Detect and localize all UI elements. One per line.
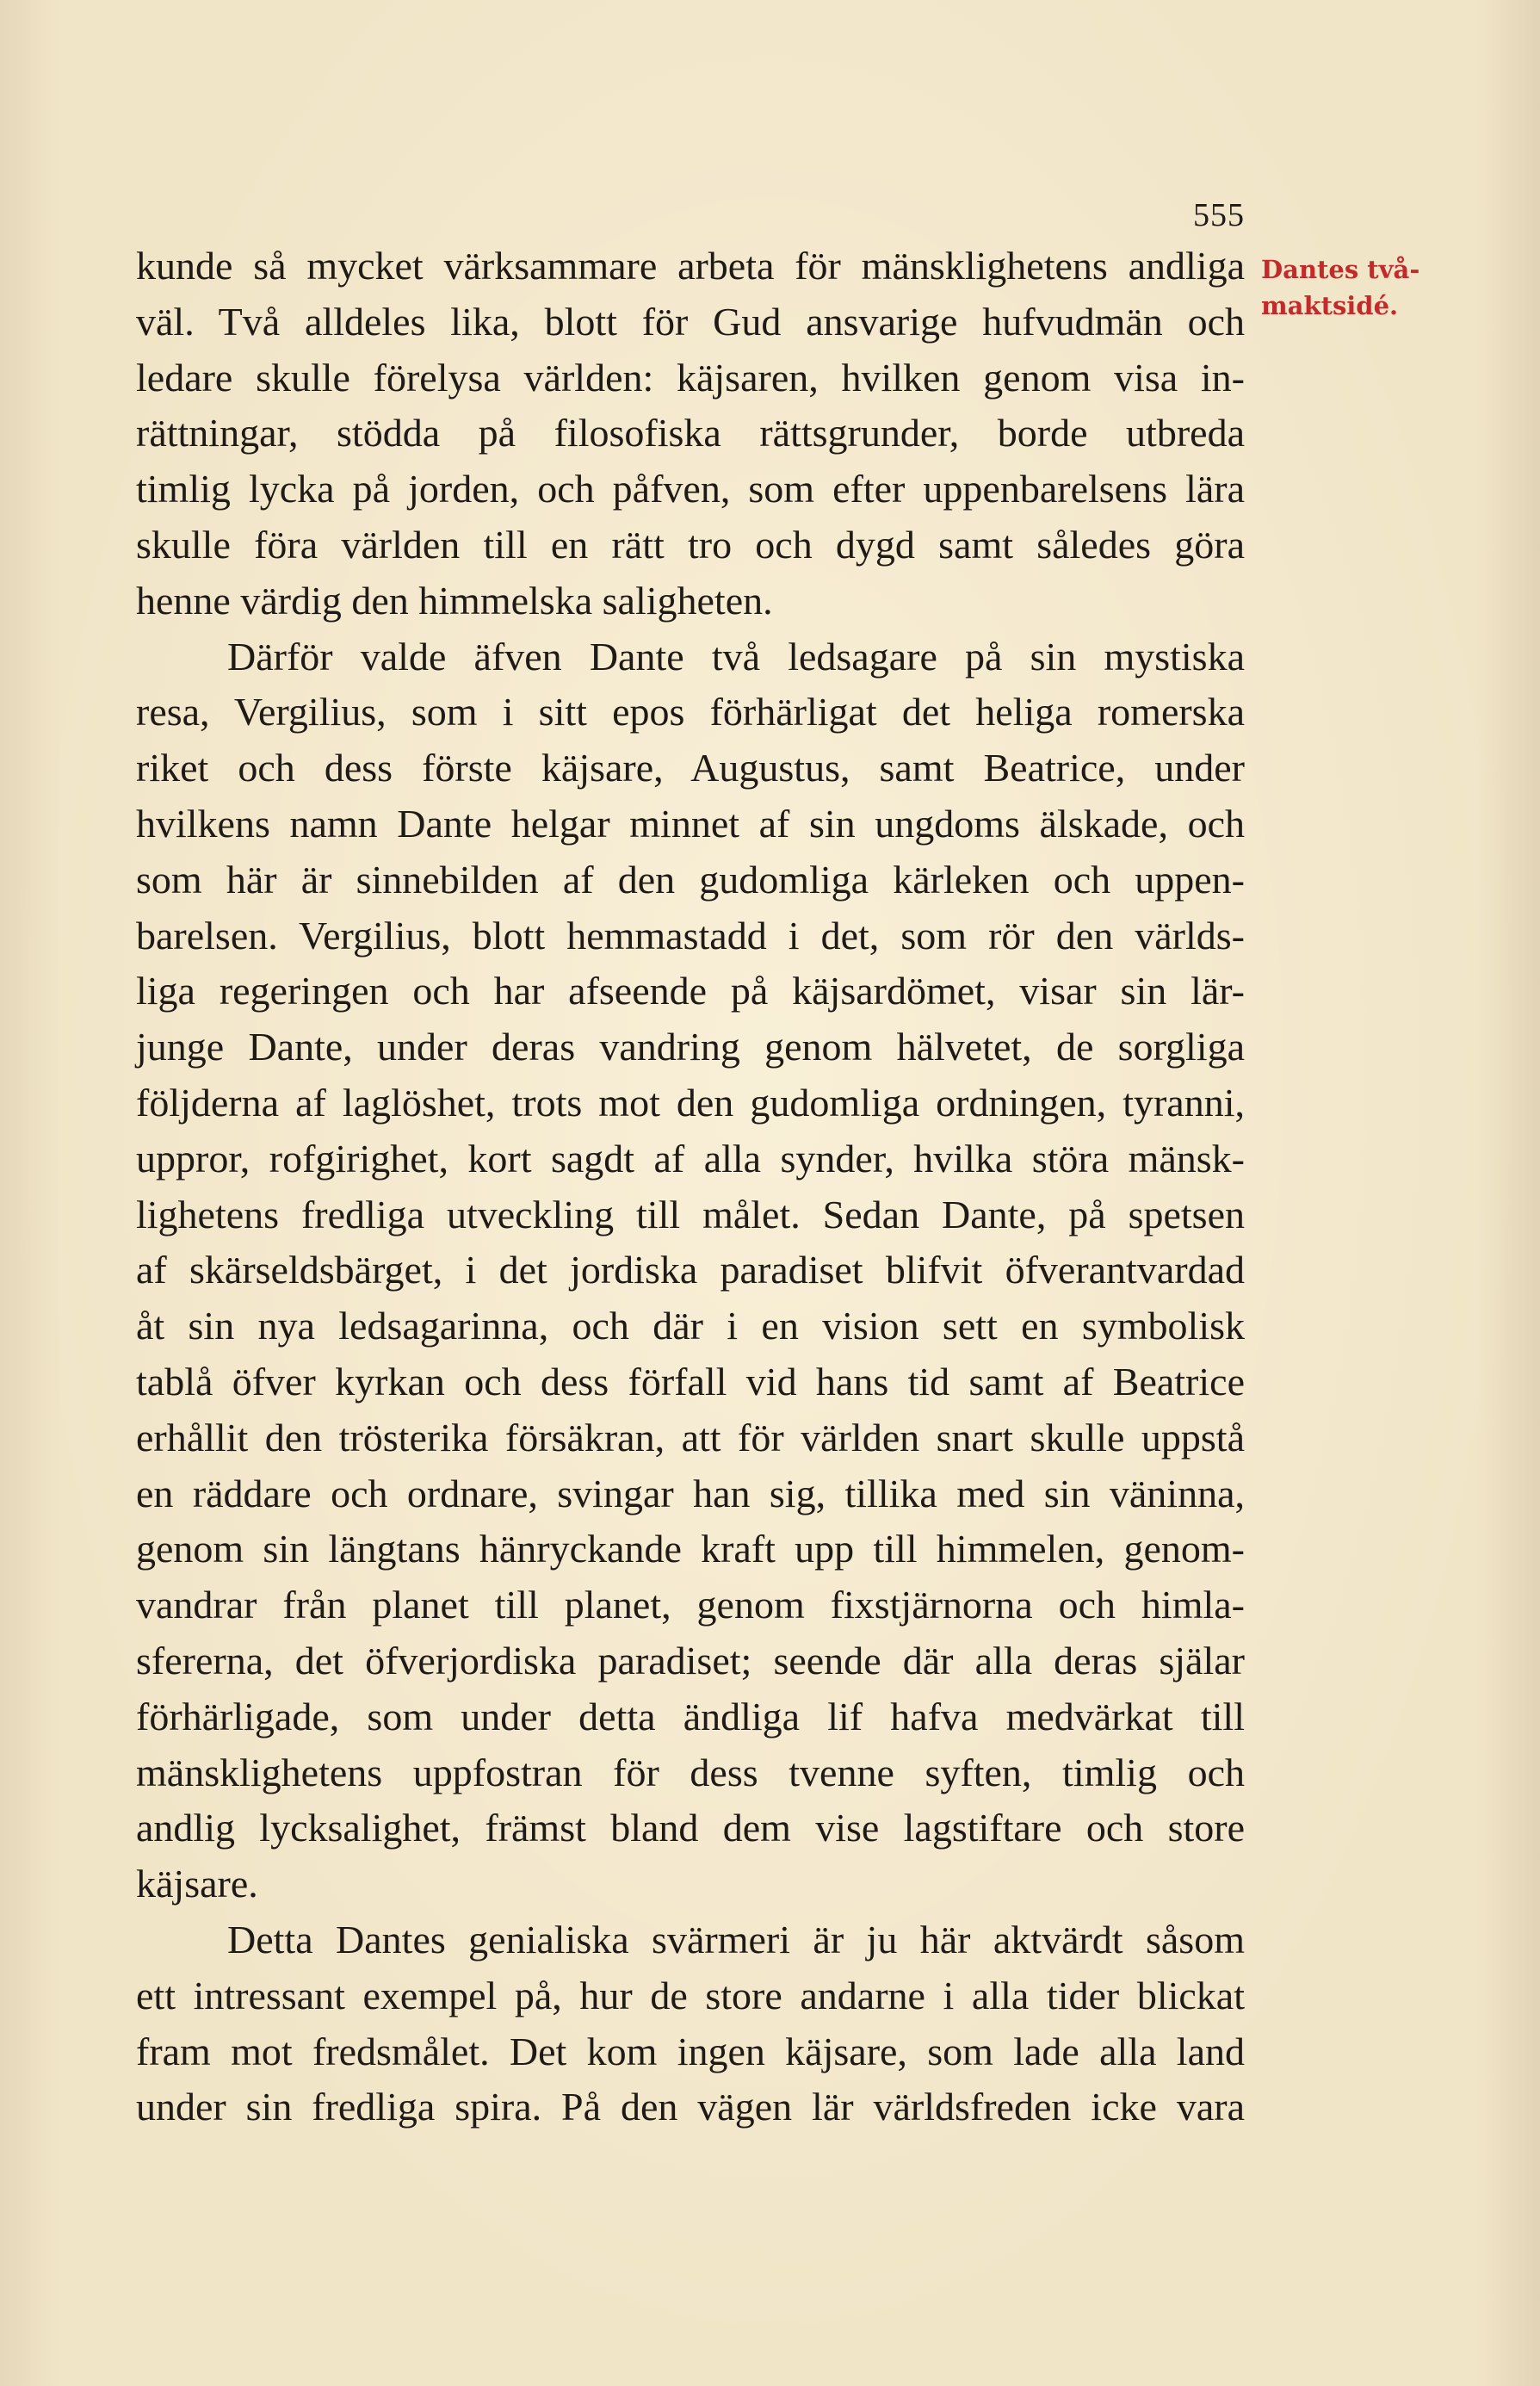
- text-line: timlig lycka på jorden, och påfven, som efter uppenbarelsens lära: [136, 467, 1245, 511]
- text-line: lighetens fredliga utveckling till målet. Sedan Dante, på spetsen: [136, 1192, 1245, 1236]
- text-line: henne värdig den himmelska saligheten.: [136, 578, 773, 623]
- page-number: 555: [1193, 197, 1245, 233]
- text-line: kunde så mycket värksammare arbeta för mänsklighetens andliga: [136, 244, 1245, 288]
- text-line: tablå öfver kyrkan och dess förfall vid hans tid samt af Beatrice: [136, 1359, 1245, 1404]
- text-line: under sin fredliga spira. På den vägen lär världsfreden icke vara: [136, 2085, 1245, 2129]
- marginal-note-line: maktsidé.: [1261, 291, 1399, 320]
- text-line: barelsen. Vergilius, blott hemmastadd i det, som rör den världs-: [136, 913, 1245, 957]
- paragraph: [136, 239, 1245, 629]
- marginal-note: [1261, 251, 1537, 324]
- marginal-note-line: Dantes två-: [1261, 255, 1420, 284]
- text-line: sfererna, det öfverjordiska paradiset; seende där alla deras själar: [136, 1638, 1245, 1683]
- text-line: riket och dess förste käjsare, Augustus, samt Beatrice, under: [136, 746, 1245, 790]
- text-line: väl. Två alldeles lika, blott för Gud ansvarige hufvudmän och: [136, 299, 1245, 344]
- text-line: junge Dante, under deras vandring genom hälvetet, de sorgliga: [136, 1025, 1245, 1069]
- text-line: resa, Vergilius, som i sitt epos förhärligat det heliga romerska: [136, 690, 1245, 734]
- text-line: som här är sinnebilden af den gudomliga kärleken och uppen-: [136, 857, 1245, 902]
- text-line: ett intressant exempel på, hur de store andarne i alla tider blickat: [136, 1973, 1245, 2017]
- text-line: fram mot fredsmålet. Det kom ingen käjsare, som lade alla land: [136, 2029, 1245, 2073]
- text-line: vandrar från planet till planet, genom fixstjärnorna och himla-: [136, 1583, 1245, 1627]
- text-line: käjsare.: [136, 1862, 258, 1906]
- paragraph: [136, 629, 1245, 1912]
- text-line: följderna af laglöshet, trots mot den gudomliga ordningen, tyranni,: [136, 1080, 1245, 1125]
- text-line: förhärligade, som under detta ändliga lif hafva medvärkat till: [136, 1694, 1245, 1738]
- text-line: andlig lycksalighet, främst bland dem vise lagstiftare och store: [136, 1806, 1245, 1850]
- text-line: Därför valde äfven Dante två ledsagare på sin mystiska: [227, 634, 1245, 679]
- text-line: af skärseldsbärget, i det jordiska paradiset blifvit öfverantvardad: [136, 1248, 1245, 1292]
- text-line: skulle föra världen till en rätt tro och dygd samt således göra: [136, 522, 1245, 567]
- text-line: rättningar, stödda på filosofiska rättsgrunder, borde utbreda: [136, 411, 1245, 456]
- text-line: genom sin längtans hänryckande kraft upp till himmelen, genom-: [136, 1527, 1245, 1571]
- text-line: ledare skulle förelysa världen: käjsaren, hvilken genom visa in-: [136, 355, 1245, 400]
- text-line: liga regeringen och har afseende på käjsardömet, visar sin lär-: [136, 969, 1245, 1013]
- text-line: erhållit den trösterika försäkran, att för världen snart skulle uppstå: [136, 1415, 1245, 1459]
- text-line: hvilkens namn Dante helgar minnet af sin ungdoms älskade, och: [136, 801, 1245, 846]
- text-line: Detta Dantes genialiska svärmeri är ju här aktvärdt såsom: [227, 1917, 1245, 1961]
- body-text: [136, 239, 1245, 2135]
- text-line: uppror, rofgirighet, kort sagdt af alla synder, hvilka störa mänsk-: [136, 1136, 1245, 1181]
- paragraph: [136, 1912, 1245, 2135]
- text-line: åt sin nya ledsagarinna, och där i en vision sett en symbolisk: [136, 1304, 1245, 1348]
- text-line: mänsklighetens uppfostran för dess tvenne syften, timlig och: [136, 1750, 1245, 1794]
- text-line: en räddare och ordnare, svingar han sig, tillika med sin väninna,: [136, 1471, 1245, 1515]
